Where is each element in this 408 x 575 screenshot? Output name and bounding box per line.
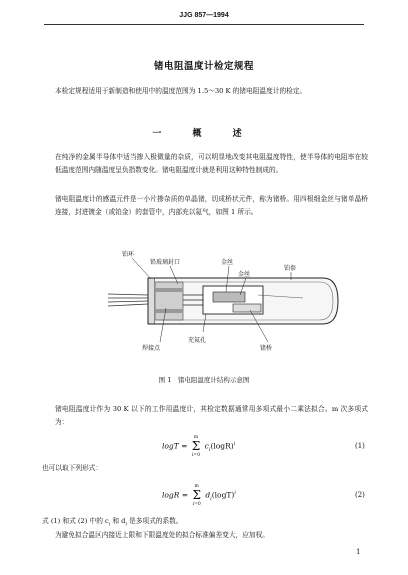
paragraph-2-text: 锗电阻温度计的感温元件是一小片掺杂质的单晶锗，切成桥状元件，称为锗桥。用四根细金丝与锗单晶桥连接，封进镀金（或铂金）的套管中，内部充以氦气，如图 1 所示。 xyxy=(55,195,368,216)
eq2-exp: i xyxy=(234,490,236,496)
paragraph-3 xyxy=(42,403,368,428)
or-text: 也可以取下列形式： xyxy=(42,464,103,472)
paragraph-4-b: 和 d xyxy=(110,517,126,525)
paragraph-4-c: 是多项式的系数。 xyxy=(126,517,183,525)
figure-caption: 图 1 锗电阻温度计结构示意图 xyxy=(158,376,250,384)
eq2-sum-top: m xyxy=(194,484,199,489)
eq1-number: (1) xyxy=(355,442,365,450)
paragraph-5-text: 为避免拟合温区内接近上限和下限温度处的拟合标准偏差变大，应加权。 xyxy=(55,531,269,539)
section-heading: 一 概 述 xyxy=(152,129,256,139)
document-title: 锗电阻温度计检定规程 xyxy=(153,61,254,72)
eq1-arg: (logR) xyxy=(210,441,234,451)
paragraph-4-a: 式 (1) 和式 (2) 中的 c xyxy=(42,517,109,525)
label-lead-glass-seal: 铅玻璃封口 xyxy=(150,259,181,266)
eq2-sum-bottom: i=0 xyxy=(192,502,201,507)
page-number: 1 xyxy=(356,548,361,556)
eq2-sum: m Σ i=0 xyxy=(192,484,201,507)
header-rule xyxy=(44,24,364,25)
paragraph-1 xyxy=(42,151,368,176)
intro-paragraph xyxy=(42,85,368,98)
label-pt-sleeve: 铂套 xyxy=(284,265,297,272)
label-gold-wire-top: 金丝 xyxy=(221,259,234,266)
label-ge-bridge: 锗桥 xyxy=(260,345,273,352)
paragraph-2 xyxy=(42,193,368,218)
label-he-fill-hole: 充氦孔 xyxy=(188,337,207,344)
eq1-sum-bottom: i=0 xyxy=(191,453,201,458)
eq1-lhs: logT xyxy=(162,441,179,451)
eq2-arg: (logT) xyxy=(211,490,235,500)
paragraph-3-text: 锗电阻温度计作为 30 K 以下的工作用温度计，其检定数据通常用多项式最小二乘法拟合。m 次多项式为： xyxy=(55,405,368,426)
running-header: JJG 857—1994 xyxy=(179,12,229,19)
eq1-coef-sub: i xyxy=(208,447,211,453)
paragraph-1-text: 在纯净的金属半导体中适当掺入极微量的杂质，可以明显地改变其电阻温度特性，使半导体的电阻率在较低温度范围内随温度呈负指数变化。锗电阻温度计就是利用这种特性制成的。 xyxy=(55,153,368,174)
paragraph-5 xyxy=(42,529,368,542)
eq2-coef: d xyxy=(205,490,211,500)
eq2-lhs: logR xyxy=(162,490,180,500)
eq1-sum: m Σ i=0 xyxy=(191,435,201,458)
eq1-sum-top: m xyxy=(193,435,199,440)
label-pt-ring: 铂环 xyxy=(122,251,135,258)
eq2-number: (2) xyxy=(355,491,365,499)
label-solder-joint: 焊接点 xyxy=(142,345,161,352)
eq2-coef-sub: i xyxy=(210,496,212,502)
figure-1-diagram xyxy=(108,248,343,360)
intro-text: 本检定规程适用于新制造和使用中的温度范围为 1.5～30 K 的锗电阻温度计的检定。 xyxy=(55,87,307,95)
paragraph-4: 式 (1) 和式 (2) 中的 $c_i$ 和 $d_i$ 是多项式的系数。 xyxy=(42,517,183,528)
label-gold-wire: 金丝 xyxy=(238,271,251,278)
eq1-exp: i xyxy=(233,441,236,447)
eq1-coef: c xyxy=(204,441,209,451)
